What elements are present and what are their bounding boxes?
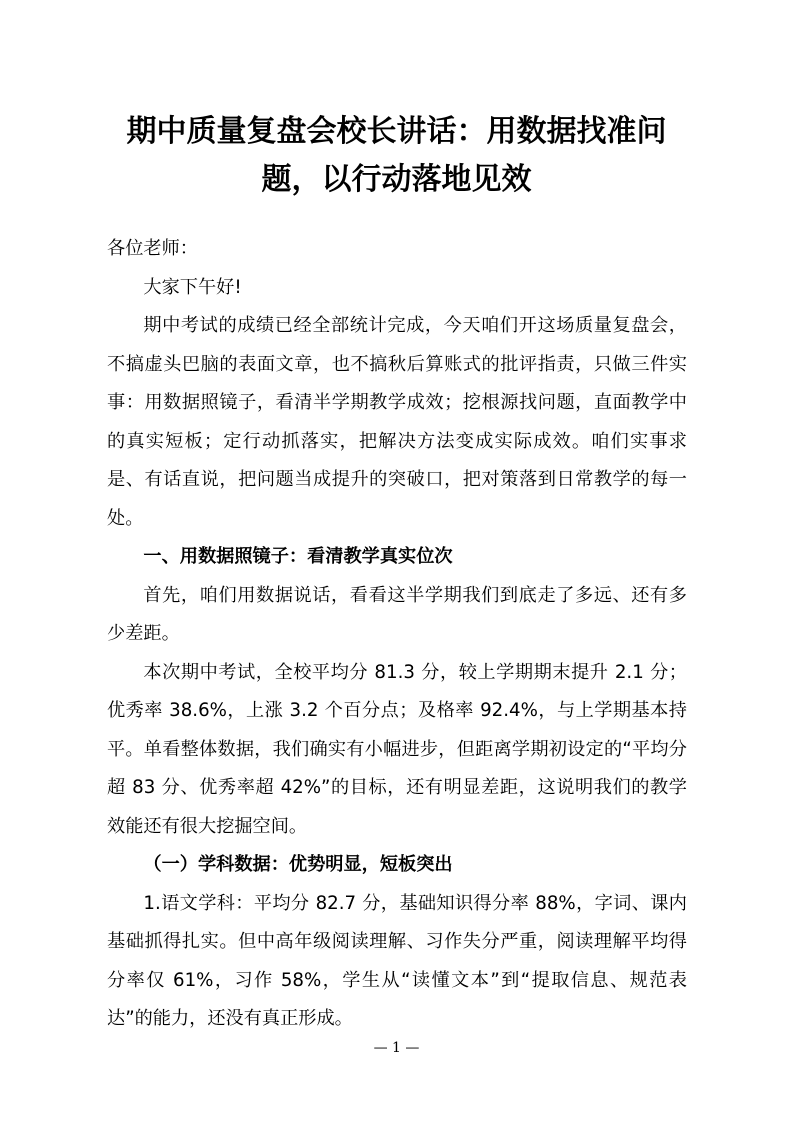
intro-paragraph: 期中考试的成绩已经全部统计完成，今天咱们开这场质量复盘会，不搞虚头巴脑的表面文章，也不搞秋后算账式的批评指责，只做三件实事：用数据照镜子，看清半学期教学成效；挖根源找问题，直面教学中的真实短板；定行动抓落实，把解决方法变成实际成效。咱们实事求是、有话直说，把问题当成提升的突破口，把对策落到日常教学的每一处。 [107,315,687,529]
chinese-subject-paragraph: 1.语文学科：平均分 82.7 分，基础知识得分率 88%，字词、课内基础抓得扎实。但中高年级阅读理解、习作失分严重，阅读理解平均得分率仅 61%，习作 58%，学生从“读懂文本”到“提取信息、规范表达”的能力，还没有真正形成。 [107,892,687,1029]
document-title [70,108,723,204]
section-heading-1: 一、用数据照镜子：看清教学真实位次 [143,546,453,567]
data-intro-paragraph: 首先，咱们用数据说话，看看这半学期我们到底走了多远、还有多少差距。 [107,584,687,644]
page-number: — 1 — [373,1040,420,1056]
title-line-2: 题，以行动落地见效 [261,162,532,197]
subsection-heading-1: （一）学科数据：优势明显，短板突出 [143,854,453,875]
greeting: 大家下午好! [143,276,242,298]
title-line-1: 期中质量复盘会校长讲话：用数据找准问 [126,114,667,149]
salutation: 各位老师： [107,238,198,259]
stats-paragraph: 本次期中考试，全校平均分 81.3 分，较上学期期末提升 2.1 分；优秀率 38.6%，上涨 3.2 个百分点；及格率 92.4%，与上学期基本持平。单看整体数据，我们确实有小幅进步，但距离学期初设定的“平均分超 83 分、优秀率超 42%”的目标，还有明显差距，这说明我们的教学效能还有很大挖掘空间。 [107,661,687,837]
document-body [107,230,687,1039]
